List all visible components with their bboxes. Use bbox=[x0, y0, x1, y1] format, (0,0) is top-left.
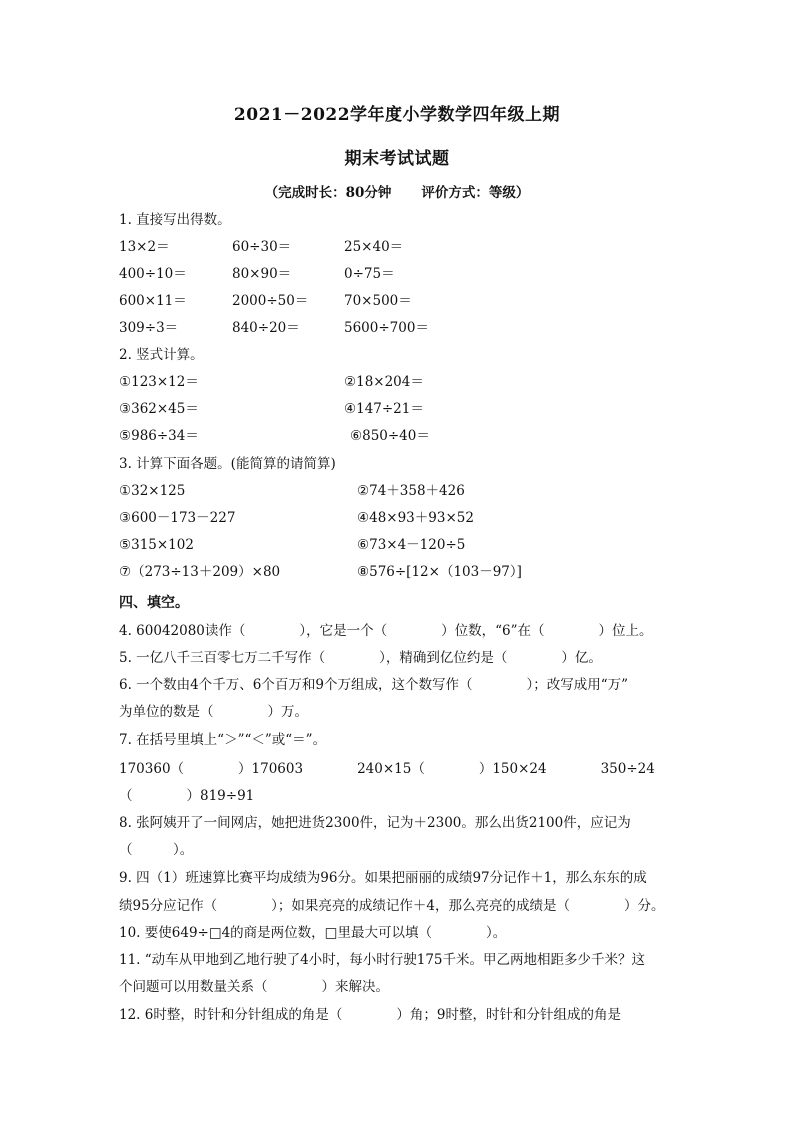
exam-subtitle bbox=[0, 181, 794, 201]
fill-blank-line: 5. 一亿八千三百零七万二千写作（ ），精确到亿位约是（ ）亿。 bbox=[119, 650, 602, 666]
fill-blank-line: 11. “动车从甲地到乙地行驶了4小时，每小时行驶175千米。甲乙两地相距多少千米？这 bbox=[119, 952, 646, 968]
fill-blank-line: （ ）819÷91 bbox=[119, 788, 255, 804]
q1-item: 400÷10＝ bbox=[119, 266, 187, 282]
q3-item: ①32×125 bbox=[119, 483, 186, 499]
fill-blank-line: 170360（ ）170603 240×15（ ）150×24 350÷24 bbox=[119, 761, 655, 777]
q2-item: ④147÷21＝ bbox=[344, 401, 424, 417]
q1-item: 840÷20＝ bbox=[232, 320, 300, 336]
q3-item: ③600－173－227 bbox=[119, 510, 236, 526]
exam-title-line1: 2021－2022学年度小学数学四年级上期 bbox=[233, 105, 561, 125]
q2-item: ③362×45＝ bbox=[119, 401, 199, 417]
q1-item: 5600÷700＝ bbox=[344, 320, 429, 336]
fill-blank-line: 9. 四（1）班速算比赛平均成绩为96分。如果把丽丽的成绩97分记作＋1，那么东东的成 bbox=[119, 870, 647, 886]
fill-blank-line: 4. 60042080读作（ ），它是一个（ ）位数，“6”在（ ）位上。 bbox=[119, 623, 653, 639]
q2-item: ②18×204＝ bbox=[344, 374, 424, 390]
q1-item: 2000÷50＝ bbox=[232, 293, 309, 309]
q1-item: 80×90＝ bbox=[232, 266, 292, 282]
q2-item: ①123×12＝ bbox=[119, 374, 199, 390]
q3-item: ②74＋358＋426 bbox=[357, 483, 465, 499]
fill-blank-line: 12. 6时整，时针和分针组成的角是（ ）角；9时整，时针和分针组成的角是 bbox=[119, 1007, 621, 1023]
q1-item: 600×11＝ bbox=[119, 293, 187, 309]
q1-item: 60÷30＝ bbox=[232, 239, 292, 255]
q1-title: 1. 直接写出得数。 bbox=[119, 212, 231, 228]
section4-heading: 四、填空。 bbox=[119, 595, 189, 611]
exam-title-line2: 期末考试试题 bbox=[344, 149, 450, 169]
q1-item: 25×40＝ bbox=[344, 239, 404, 255]
fill-blank-line: 绩95分应记作（ ）；如果亮亮的成绩记作＋4，那么亮亮的成绩是（ ）分。 bbox=[119, 898, 665, 914]
q3-title: 3. 计算下面各题。(能简算的请简算) bbox=[119, 456, 336, 472]
fill-blank-line: 8. 张阿姨开了一间网店，她把进货2300件，记为＋2300。那么出货2100件，应记为 bbox=[119, 815, 631, 831]
q3-item: ⑦（273÷13＋209）×80 bbox=[119, 564, 281, 580]
q2-item: ⑥850÷40＝ bbox=[350, 428, 430, 444]
q3-item: ⑤315×102 bbox=[119, 537, 194, 553]
fill-blank-line: 个问题可以用数量关系（ ）来解决。 bbox=[119, 979, 389, 995]
fill-blank-line: 6. 一个数由4个千万、6个百万和9个万组成，这个数写作（ ）；改写成用“万” bbox=[119, 677, 628, 693]
q1-item: 0÷75＝ bbox=[344, 266, 395, 282]
fill-blank-line: 10. 要使649÷□4的商是两位数，□里最大可以填（ ）。 bbox=[119, 925, 507, 941]
q1-item: 13×2＝ bbox=[119, 239, 170, 255]
q3-item: ④48×93＋93×52 bbox=[357, 510, 474, 526]
q3-item: ⑥73×4－120÷5 bbox=[357, 537, 466, 553]
fill-blank-line: 7. 在括号里填上“＞”“＜”或“＝”。 bbox=[119, 732, 327, 748]
subtitle-eval: 评价方式：等级） bbox=[421, 185, 530, 201]
fill-blank-line: 为单位的数是（ ）万。 bbox=[119, 704, 308, 720]
subtitle-time: （完成时长：80分钟 bbox=[264, 185, 392, 201]
q2-item: ⑤986÷34＝ bbox=[119, 428, 199, 444]
q1-item: 70×500＝ bbox=[344, 293, 412, 309]
fill-blank-line: （ ）。 bbox=[119, 842, 194, 858]
q1-item: 309÷3＝ bbox=[119, 320, 179, 336]
q3-item: ⑧576÷[12×（103－97）] bbox=[357, 564, 522, 580]
q2-title: 2. 竖式计算。 bbox=[119, 347, 204, 363]
